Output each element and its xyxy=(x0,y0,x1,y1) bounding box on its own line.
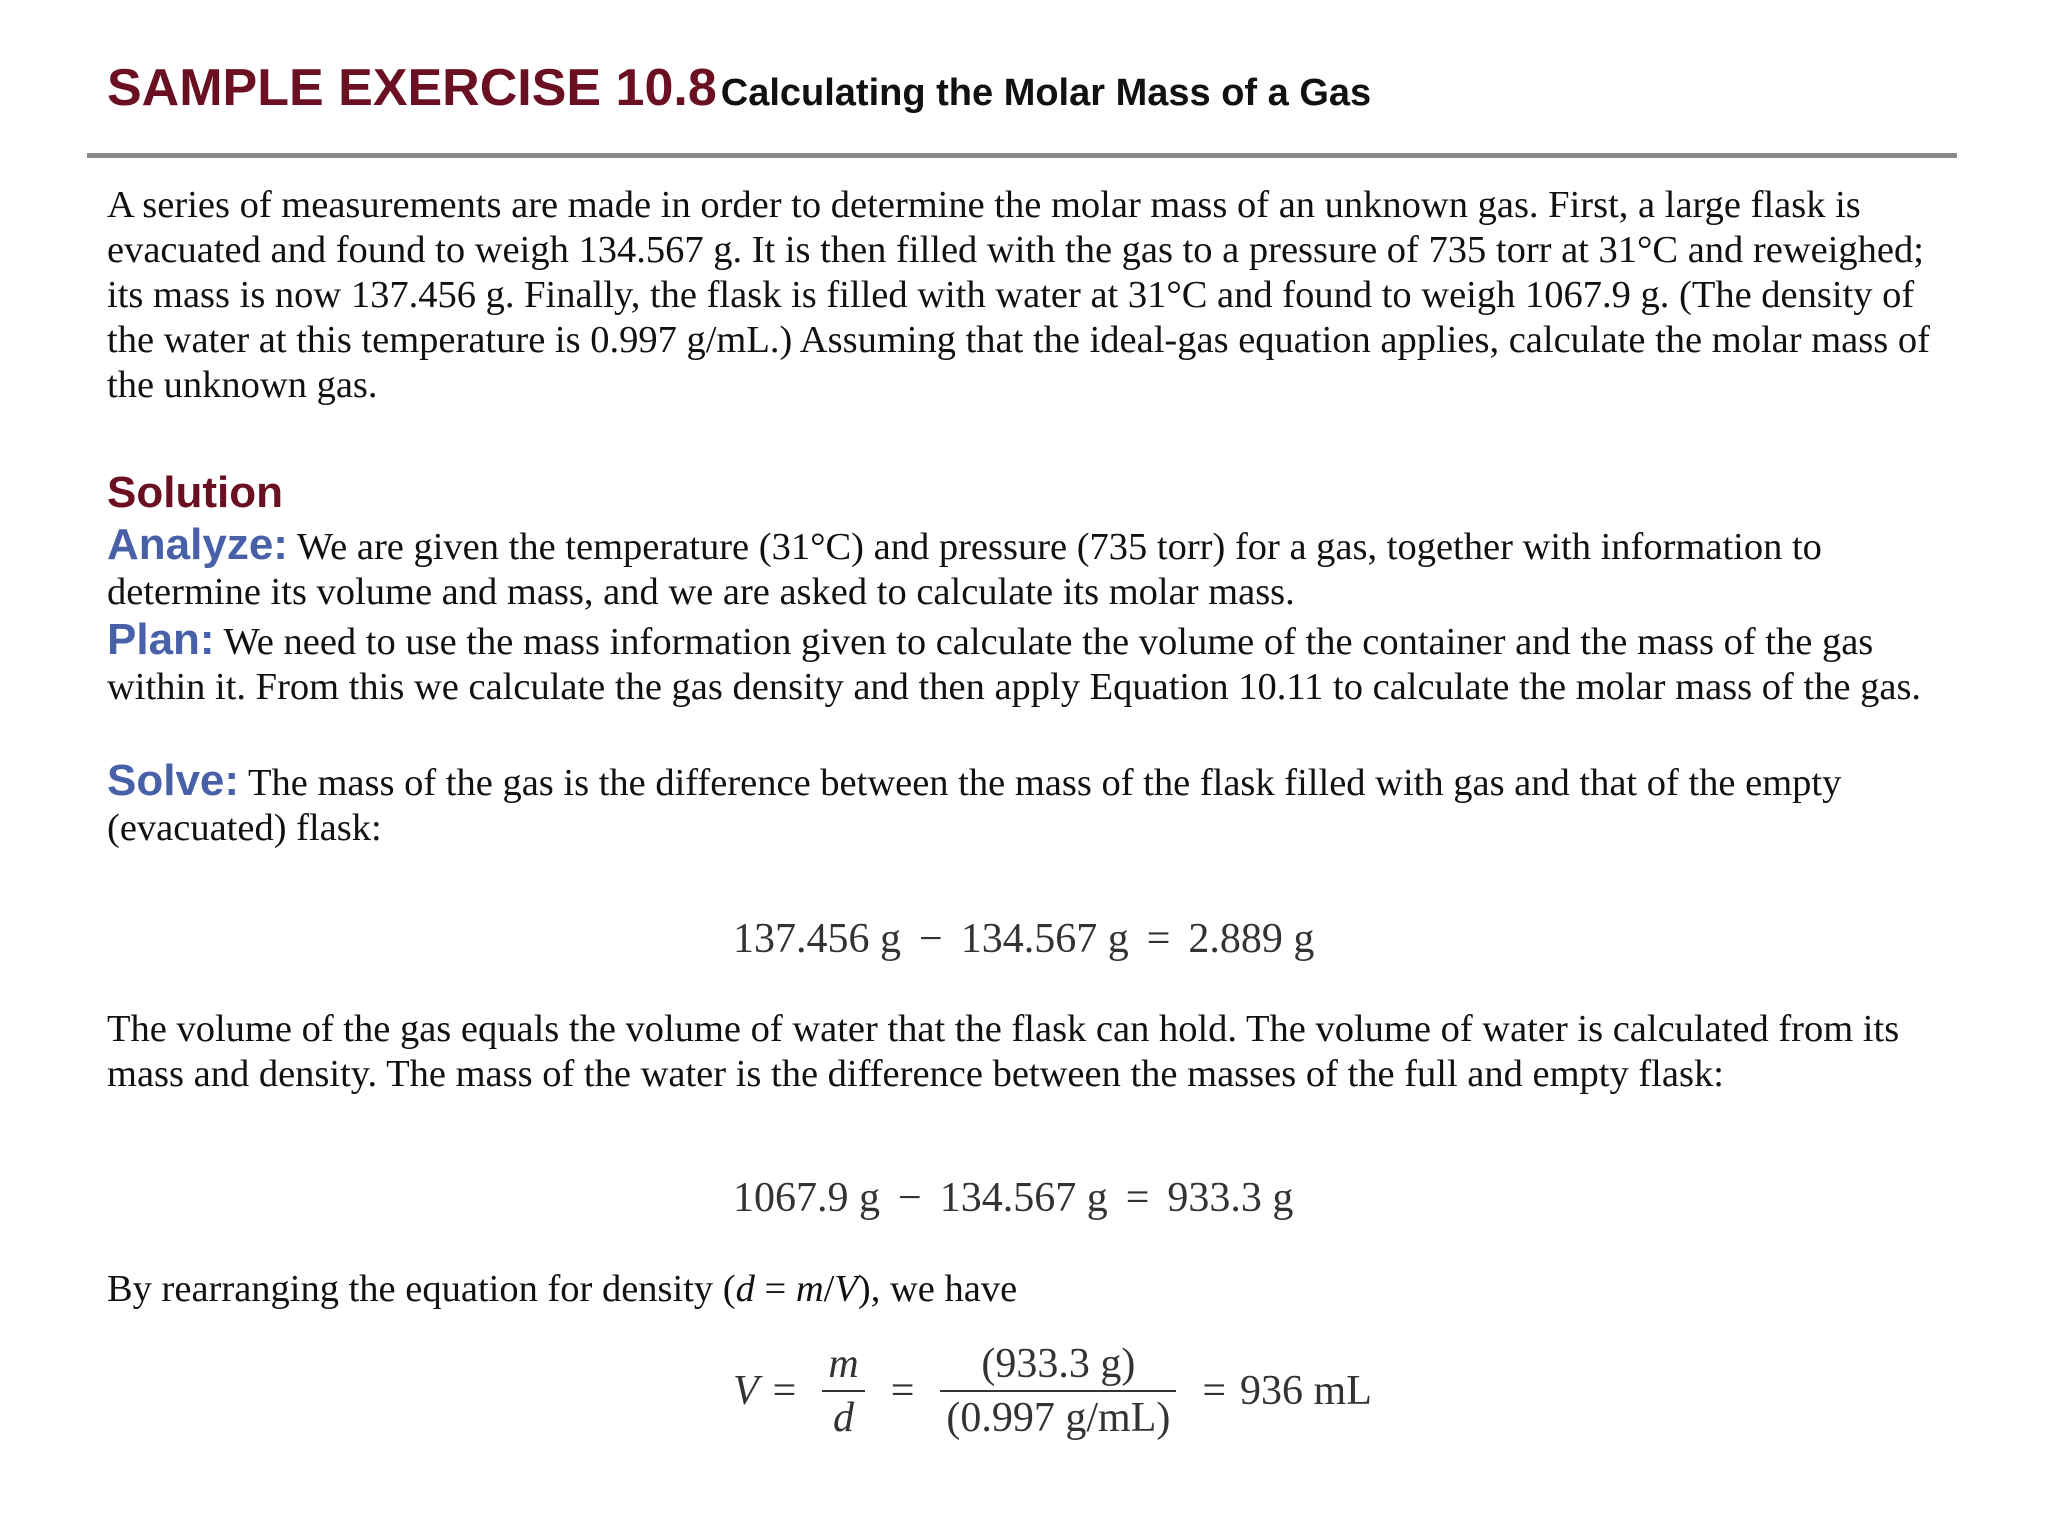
eq3-equals-1: = xyxy=(772,1368,797,1414)
analyze-text: We are given the temperature (31°C) and pressure (735 torr) for a gas, together with information to determine its volume and mass, and we are asked to calculate its molar mass. xyxy=(107,526,1822,613)
rearrange-v: V xyxy=(834,1268,858,1310)
exercise-number: SAMPLE EXERCISE 10.8 xyxy=(107,59,717,117)
rearrange-prefix: By rearranging the equation for density ( xyxy=(107,1268,736,1310)
solve-label: Solve: xyxy=(107,756,240,805)
eq3-result: 936 mL xyxy=(1240,1368,1372,1414)
plan-label: Plan: xyxy=(107,615,215,664)
eq1-term-a: 137.456 g xyxy=(733,916,901,962)
eq2-term-a: 1067.9 g xyxy=(733,1175,880,1221)
analyze-label: Analyze: xyxy=(107,520,288,569)
fraction-values xyxy=(940,1338,1176,1444)
eq2-minus: − xyxy=(898,1175,922,1221)
frac1-denominator: d xyxy=(833,1395,855,1441)
analyze-paragraph xyxy=(107,522,1957,615)
problem-statement: A series of measurements are made in order to determine the molar mass of an unknown gas. First, a large flask is evacuated and found to weigh 134.567 g. It is then filled with the gas to a pressure of 735 torr at 31°C and reweighed; its mass is now 137.456 g. Finally, the flask is filled with water at 31°C and found to weigh 1067.9 g. (The density of the water at this temperature is 0.997 g/mL.) Assuming that the ideal-gas equation applies, calculate the molar mass of the unknown gas. xyxy=(107,184,1930,406)
plan-text: We need to use the mass information given to calculate the volume of the container and the mass of the gas within it. From this we calculate the gas density and then apply Equation 10.11 to calculate the molar mass of the gas. xyxy=(107,621,1922,708)
frac2-numerator: (933.3 g) xyxy=(981,1341,1136,1387)
eq1-minus: − xyxy=(919,916,943,962)
rearrange-slash: / xyxy=(823,1268,835,1310)
rearrange-eq: = xyxy=(754,1268,796,1310)
exercise-header xyxy=(107,58,1371,118)
eq1-term-b: 134.567 g xyxy=(960,916,1129,962)
plan-paragraph xyxy=(107,617,1957,710)
eq3-equals-3: = xyxy=(1202,1368,1227,1414)
solution-heading: Solution xyxy=(107,468,283,517)
eq1-result: 2.889 g xyxy=(1188,916,1315,962)
eq2-term-b: 134.567 g xyxy=(939,1175,1108,1221)
eq3-lhs: V xyxy=(733,1368,759,1414)
header-divider xyxy=(87,153,1957,158)
eq3-equals-2: = xyxy=(890,1368,915,1414)
volume-equation xyxy=(733,1338,1372,1444)
eq1-equals: = xyxy=(1146,916,1171,962)
frac2-denominator: (0.997 g/mL) xyxy=(946,1395,1171,1441)
gas-mass-equation xyxy=(733,915,1314,963)
rearrange-suffix: ), we have xyxy=(857,1268,1018,1310)
volume-paragraph: The volume of the gas equals the volume of water that the flask can hold. The volume of water is calculated from its mass and density. The mass of the water is the difference between the masses of the full and empty flask: xyxy=(107,1008,1900,1095)
rearrange-paragraph xyxy=(107,1267,1957,1312)
water-mass-equation xyxy=(733,1174,1293,1222)
rearrange-d: d xyxy=(735,1268,755,1310)
frac1-numerator: m xyxy=(828,1341,859,1387)
exercise-title: Calculating the Molar Mass of a Gas xyxy=(720,72,1372,114)
eq2-equals: = xyxy=(1125,1175,1150,1221)
solve-text: The mass of the gas is the difference between the mass of the flask filled with gas and that of the empty (evacuated) flask: xyxy=(107,762,1842,849)
solve-paragraph xyxy=(107,758,1957,851)
fraction-m-over-d xyxy=(822,1338,864,1444)
eq2-result: 933.3 g xyxy=(1167,1175,1294,1221)
rearrange-m: m xyxy=(795,1268,824,1310)
